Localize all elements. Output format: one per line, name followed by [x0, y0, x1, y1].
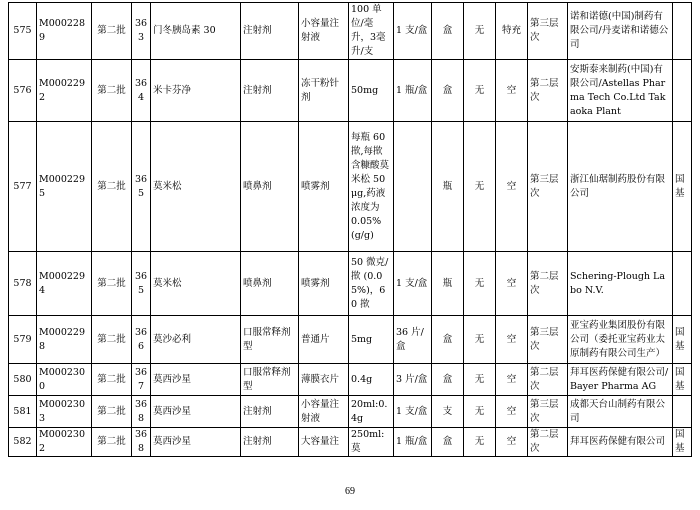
row-note: 国基 — [673, 316, 692, 364]
row-level: 第二层次 — [528, 364, 568, 396]
row-unit: 支 — [432, 396, 464, 428]
row-sub-form: 大容量注 — [299, 428, 349, 457]
table-row — [9, 252, 692, 316]
row-company: Schering-Plough Labo N.V. — [568, 252, 673, 316]
row-note: 国基 — [673, 428, 692, 457]
row-note — [673, 252, 692, 316]
row-spec: 20ml:0.4g — [349, 396, 394, 428]
row-group: 366 — [132, 316, 151, 364]
row-batch: 第二批 — [92, 316, 132, 364]
row-code: M0002292 — [37, 60, 92, 122]
table-row — [9, 316, 692, 364]
row-drug-name: 莫米松 — [151, 122, 241, 252]
row-level: 第二层次 — [528, 428, 568, 457]
row-drug-name: 莫西沙星 — [151, 396, 241, 428]
row-sub-form: 冻干粉针剂 — [299, 60, 349, 122]
page-number: 69 — [345, 486, 355, 497]
row-pack: 3 片/盒 — [394, 364, 432, 396]
row-pack: 1 支/盒 — [394, 252, 432, 316]
row-sub-form: 喷雾剂 — [299, 252, 349, 316]
row-batch: 第二批 — [92, 396, 132, 428]
row-code: M0002298 — [37, 316, 92, 364]
row-company: 诺和诺德(中国)制药有限公司/丹麦诺和诺德公司 — [568, 3, 673, 60]
row-batch: 第二批 — [92, 252, 132, 316]
table-row — [9, 3, 692, 60]
row-level: 第二层次 — [528, 60, 568, 122]
row-batch: 第二批 — [92, 364, 132, 396]
row-pack — [394, 122, 432, 252]
row-code: M0002302 — [37, 428, 92, 457]
row-batch: 第二批 — [92, 122, 132, 252]
row-seq: 582 — [9, 428, 37, 457]
row-spec: 100 单位/毫升，3毫升/支 — [349, 3, 394, 60]
row-company: 拜耳医药保健有限公司 — [568, 428, 673, 457]
row-pack: 1 支/盒 — [394, 396, 432, 428]
row-company: 安斯泰来制药(中国)有限公司/Astellas Pharma Tech Co.Ltd Takaoka Plant — [568, 60, 673, 122]
row-code: M0002295 — [37, 122, 92, 252]
row-company: 浙江仙琚制药股份有限公司 — [568, 122, 673, 252]
row-code: M0002289 — [37, 3, 92, 60]
row-level: 第二层次 — [528, 252, 568, 316]
row-note: 国基 — [673, 122, 692, 252]
row-company: 成都天台山制药有限公司 — [568, 396, 673, 428]
row-pack: 1 瓶/盒 — [394, 60, 432, 122]
row-batch: 第二批 — [92, 428, 132, 457]
drug-catalog-table — [8, 2, 692, 457]
row-pack: 1 支/盒 — [394, 3, 432, 60]
row-property: 空 — [496, 122, 528, 252]
row-group: 365 — [132, 122, 151, 252]
row-mark: 无 — [464, 3, 496, 60]
row-batch: 第二批 — [92, 3, 132, 60]
row-company: 拜耳医药保健有限公司/Bayer Pharma AG — [568, 364, 673, 396]
row-level: 第三层次 — [528, 316, 568, 364]
table-row — [9, 428, 692, 457]
row-note: 国基 — [673, 364, 692, 396]
row-seq: 576 — [9, 60, 37, 122]
row-seq: 579 — [9, 316, 37, 364]
row-note — [673, 396, 692, 428]
row-drug-name: 门冬胰岛素 30 — [151, 3, 241, 60]
row-seq: 580 — [9, 364, 37, 396]
row-dosage-form: 注射剂 — [241, 396, 299, 428]
row-sub-form: 普通片 — [299, 316, 349, 364]
row-code: M0002294 — [37, 252, 92, 316]
row-mark: 无 — [464, 252, 496, 316]
row-spec: 每瓶 60 揿,每揿含糠酸莫米松 50μg,药液浓度为 0.05%(g/g) — [349, 122, 394, 252]
row-mark: 无 — [464, 60, 496, 122]
row-unit: 瓶 — [432, 122, 464, 252]
row-mark: 无 — [464, 122, 496, 252]
row-mark: 无 — [464, 316, 496, 364]
row-drug-name: 莫西沙星 — [151, 364, 241, 396]
row-property: 空 — [496, 252, 528, 316]
row-seq: 581 — [9, 396, 37, 428]
row-unit: 盒 — [432, 428, 464, 457]
row-unit: 瓶 — [432, 252, 464, 316]
row-spec: 0.4g — [349, 364, 394, 396]
row-batch: 第二批 — [92, 60, 132, 122]
row-spec: 250ml:莫 — [349, 428, 394, 457]
row-property: 空 — [496, 60, 528, 122]
row-spec: 5mg — [349, 316, 394, 364]
row-drug-name: 莫西沙星 — [151, 428, 241, 457]
row-code: M0002300 — [37, 364, 92, 396]
row-unit: 盒 — [432, 3, 464, 60]
table-row — [9, 122, 692, 252]
row-sub-form: 小容量注射液 — [299, 396, 349, 428]
table-row — [9, 60, 692, 122]
row-note — [673, 60, 692, 122]
row-level: 第三层次 — [528, 396, 568, 428]
row-property: 空 — [496, 364, 528, 396]
row-property: 空 — [496, 428, 528, 457]
row-drug-name: 米卡芬净 — [151, 60, 241, 122]
row-dosage-form: 喷鼻剂 — [241, 122, 299, 252]
row-group: 367 — [132, 364, 151, 396]
row-property: 空 — [496, 396, 528, 428]
row-group: 363 — [132, 3, 151, 60]
row-dosage-form: 注射剂 — [241, 3, 299, 60]
row-group: 368 — [132, 396, 151, 428]
row-sub-form: 喷雾剂 — [299, 122, 349, 252]
row-level: 第三层次 — [528, 3, 568, 60]
row-code: M0002303 — [37, 396, 92, 428]
row-seq: 575 — [9, 3, 37, 60]
row-mark: 无 — [464, 428, 496, 457]
row-dosage-form: 喷鼻剂 — [241, 252, 299, 316]
row-mark: 无 — [464, 364, 496, 396]
row-unit: 盒 — [432, 316, 464, 364]
table-row — [9, 364, 692, 396]
row-drug-name: 莫沙必利 — [151, 316, 241, 364]
row-property: 特充 — [496, 3, 528, 60]
row-unit: 盒 — [432, 364, 464, 396]
row-pack: 36 片/盒 — [394, 316, 432, 364]
table-row — [9, 396, 692, 428]
row-mark: 无 — [464, 396, 496, 428]
row-dosage-form: 口服常释剂型 — [241, 364, 299, 396]
row-unit: 盒 — [432, 60, 464, 122]
row-pack: 1 瓶/盒 — [394, 428, 432, 457]
row-level: 第三层次 — [528, 122, 568, 252]
row-group: 364 — [132, 60, 151, 122]
row-seq: 577 — [9, 122, 37, 252]
row-property: 空 — [496, 316, 528, 364]
row-note — [673, 3, 692, 60]
row-company: 亚宝药业集团股份有限公司（委托亚宝药业太原制药有限公司生产） — [568, 316, 673, 364]
row-dosage-form: 口服常释剂型 — [241, 316, 299, 364]
row-sub-form: 薄膜衣片 — [299, 364, 349, 396]
row-seq: 578 — [9, 252, 37, 316]
row-dosage-form: 注射剂 — [241, 428, 299, 457]
row-drug-name: 莫米松 — [151, 252, 241, 316]
row-group: 365 — [132, 252, 151, 316]
row-sub-form: 小容量注射液 — [299, 3, 349, 60]
row-spec: 50 微克/揿 (0.05%)，60 揿 — [349, 252, 394, 316]
row-group: 368 — [132, 428, 151, 457]
row-dosage-form: 注射剂 — [241, 60, 299, 122]
row-spec: 50mg — [349, 60, 394, 122]
